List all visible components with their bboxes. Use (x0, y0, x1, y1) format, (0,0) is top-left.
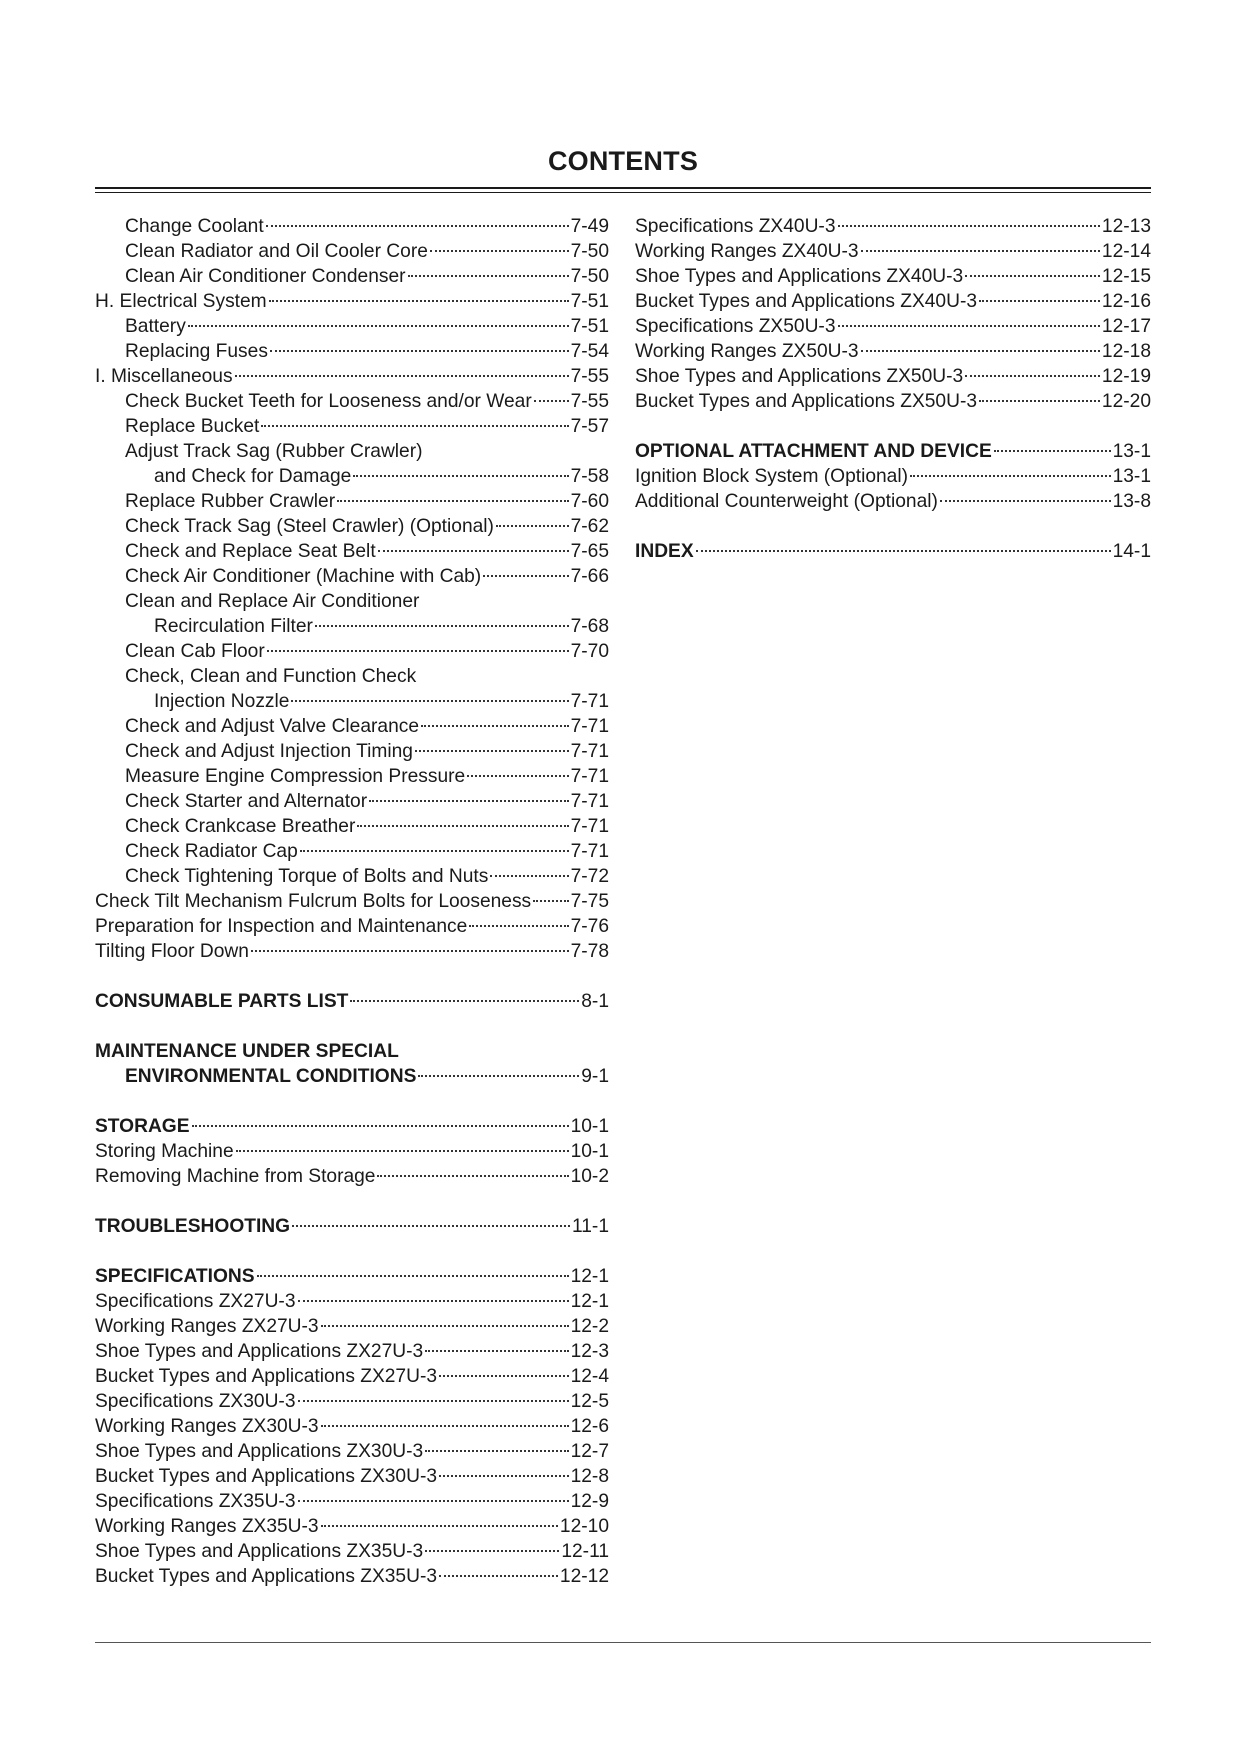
toc-entry[interactable] (95, 239, 609, 264)
toc-page-number: 7-50 (570, 241, 609, 262)
toc-page-number: 7-50 (570, 266, 609, 287)
toc-page-number: 12-1 (570, 1291, 609, 1312)
dot-leader (425, 1350, 568, 1352)
toc-entry[interactable] (95, 264, 609, 289)
toc-page-number: 7-71 (570, 766, 609, 787)
toc-entry[interactable] (95, 314, 609, 339)
toc-entry[interactable] (635, 214, 1151, 239)
toc-page-number: 12-4 (570, 1366, 609, 1387)
toc-page-number: 7-71 (570, 816, 609, 837)
toc-page-number: 12-8 (570, 1466, 609, 1487)
toc-entry[interactable] (95, 639, 609, 664)
toc-entry[interactable] (95, 1389, 609, 1414)
section-spacer (95, 1014, 609, 1039)
toc-entry-title: Check Radiator Cap (125, 841, 298, 862)
toc-entry[interactable] (95, 1139, 609, 1164)
toc-entry[interactable] (95, 364, 609, 389)
toc-section-heading[interactable] (95, 1214, 609, 1239)
toc-page-number: 12-5 (570, 1391, 609, 1412)
toc-page-number: 7-71 (570, 841, 609, 862)
dot-leader (251, 950, 569, 952)
toc-page-number: 13-1 (1112, 441, 1151, 462)
toc-entry-title: CONSUMABLE PARTS LIST (95, 991, 349, 1012)
toc-page-number: 12-3 (570, 1341, 609, 1362)
toc-entry-title: Check and Replace Seat Belt (125, 541, 376, 562)
dot-leader (979, 300, 1100, 302)
toc-entry-title: Tilting Floor Down (95, 941, 249, 962)
toc-page-number: 7-78 (570, 941, 609, 962)
toc-entry-title: ENVIRONMENTAL CONDITIONS (125, 1066, 417, 1087)
toc-entry-title: Recirculation Filter (154, 616, 313, 637)
dot-leader (353, 475, 568, 477)
toc-page-number: 7-51 (570, 291, 609, 312)
toc-entry[interactable] (635, 339, 1151, 364)
toc-entry-title: Specifications ZX40U-3 (635, 216, 836, 237)
toc-entry[interactable] (635, 239, 1151, 264)
toc-entry[interactable] (95, 664, 609, 689)
dot-leader (439, 1375, 569, 1377)
toc-page-number: 7-60 (570, 491, 609, 512)
toc-entry[interactable] (635, 389, 1151, 414)
dot-leader (261, 425, 568, 427)
toc-entry[interactable] (95, 1414, 609, 1439)
dot-leader (430, 250, 569, 252)
toc-entry-title: Replace Rubber Crawler (125, 491, 336, 512)
toc-entry-title: Removing Machine from Storage (95, 1166, 376, 1187)
toc-entry[interactable] (95, 464, 609, 489)
toc-page-number: 7-72 (570, 866, 609, 887)
dot-leader (357, 825, 568, 827)
dot-leader (236, 1150, 569, 1152)
section-spacer (95, 964, 609, 989)
toc-page-number: 12-19 (1101, 366, 1151, 387)
toc-left-column (95, 214, 609, 1589)
dot-leader (533, 900, 568, 902)
dot-leader (292, 1225, 570, 1227)
dot-leader (298, 1400, 569, 1402)
toc-entry[interactable] (635, 364, 1151, 389)
toc-page-number: 7-75 (570, 891, 609, 912)
toc-entry-title: Specifications ZX50U-3 (635, 316, 836, 337)
toc-entry-title: Additional Counterweight (Optional) (635, 491, 938, 512)
toc-page-number: 7-71 (570, 741, 609, 762)
toc-entry[interactable] (95, 1464, 609, 1489)
toc-entry[interactable] (95, 939, 609, 964)
toc-entry-title: Ignition Block System (Optional) (635, 466, 909, 487)
toc-entry-title: I. Miscellaneous (95, 366, 233, 387)
dot-leader (965, 375, 1100, 377)
toc-entry-title: Bucket Types and Applications ZX30U-3 (95, 1466, 438, 1487)
toc-entry-title: Working Ranges ZX27U-3 (95, 1316, 319, 1337)
toc-entry-title: Check Tilt Mechanism Fulcrum Bolts for Looseness (95, 891, 532, 912)
dot-leader (257, 1275, 569, 1277)
toc-page-number: 12-17 (1101, 316, 1151, 337)
toc-entry-title: Storing Machine (95, 1141, 234, 1162)
dot-leader (534, 400, 569, 402)
toc-entry-title: Battery (125, 316, 186, 337)
toc-entry-title: Check Bucket Teeth for Looseness and/or Wear (125, 391, 532, 412)
toc-page-number: 12-7 (570, 1441, 609, 1462)
toc-entry-title: Working Ranges ZX40U-3 (635, 241, 859, 262)
toc-entry[interactable] (95, 439, 609, 464)
toc-entry[interactable] (635, 289, 1151, 314)
toc-entry[interactable] (95, 614, 609, 639)
title-rule-thick (95, 187, 1151, 189)
toc-page-number: 12-11 (561, 1541, 609, 1562)
toc-entry-title: Bucket Types and Applications ZX40U-3 (635, 291, 978, 312)
toc-section-heading[interactable] (95, 1064, 609, 1089)
toc-entry-title: TROUBLESHOOTING (95, 1216, 291, 1237)
dot-leader (369, 800, 568, 802)
toc-page-number: 12-12 (559, 1566, 609, 1587)
toc-entry[interactable] (635, 314, 1151, 339)
toc-page-number: 7-66 (570, 566, 609, 587)
toc-entry[interactable] (95, 564, 609, 589)
toc-page-number: 12-6 (570, 1416, 609, 1437)
toc-entry[interactable] (635, 264, 1151, 289)
toc-entry-title: Measure Engine Compression Pressure (125, 766, 466, 787)
toc-entry-title: Check Track Sag (Steel Crawler) (Optional) (125, 516, 494, 537)
toc-entry[interactable] (95, 1314, 609, 1339)
toc-entry-title: Check Crankcase Breather (125, 816, 356, 837)
toc-entry[interactable] (95, 839, 609, 864)
toc-entry[interactable] (95, 1164, 609, 1189)
toc-page-number: 13-8 (1112, 491, 1151, 512)
toc-page-number: 9-1 (581, 1066, 609, 1087)
dot-leader (994, 450, 1111, 452)
toc-entry[interactable] (95, 539, 609, 564)
toc-entry[interactable] (95, 514, 609, 539)
toc-entry[interactable] (635, 464, 1151, 489)
toc-entry[interactable] (95, 914, 609, 939)
dot-leader (418, 1075, 579, 1077)
dot-leader (439, 1575, 558, 1577)
toc-page-number: 10-1 (570, 1116, 609, 1137)
toc-page-number: 12-18 (1101, 341, 1151, 362)
toc-entry-title: STORAGE (95, 1116, 190, 1137)
toc-page-number: 8-1 (581, 991, 609, 1012)
toc-page-number: 7-57 (570, 416, 609, 437)
dot-leader (425, 1550, 559, 1552)
section-spacer (95, 1189, 609, 1214)
toc-entry[interactable] (95, 889, 609, 914)
toc-entry-title: Adjust Track Sag (Rubber Crawler) (125, 441, 423, 462)
dot-leader (235, 375, 569, 377)
toc-entry[interactable] (95, 1539, 609, 1564)
dot-leader (910, 475, 1111, 477)
dot-leader (408, 275, 569, 277)
dot-leader (483, 575, 568, 577)
toc-entry-title: Check Tightening Torque of Bolts and Nuts (125, 866, 489, 887)
toc-page-number: 13-1 (1112, 466, 1151, 487)
toc-entry-title: Preparation for Inspection and Maintenance (95, 916, 468, 937)
dot-leader (269, 300, 569, 302)
dot-leader (321, 1525, 558, 1527)
toc-right-column (635, 214, 1151, 564)
dot-leader (291, 700, 568, 702)
toc-entry-title: Specifications ZX27U-3 (95, 1291, 296, 1312)
toc-entry-title: Check Air Conditioner (Machine with Cab) (125, 566, 482, 587)
toc-entry[interactable] (95, 1289, 609, 1314)
toc-page-number: 12-16 (1101, 291, 1151, 312)
dot-leader (425, 1450, 568, 1452)
toc-page-number: 12-2 (570, 1316, 609, 1337)
toc-page-number: 7-71 (570, 716, 609, 737)
toc-entry[interactable] (95, 589, 609, 614)
toc-page-number: 7-62 (570, 516, 609, 537)
toc-entry-title: Change Coolant (125, 216, 264, 237)
dot-leader (321, 1425, 569, 1427)
toc-entry-title: Clean Cab Floor (125, 641, 265, 662)
toc-entry-title: Working Ranges ZX35U-3 (95, 1516, 319, 1537)
toc-entry[interactable] (95, 489, 609, 514)
toc-entry-title: Bucket Types and Applications ZX27U-3 (95, 1366, 438, 1387)
dot-leader (298, 1300, 569, 1302)
toc-page-number: 7-55 (570, 366, 609, 387)
toc-entry[interactable] (95, 864, 609, 889)
dot-leader (315, 625, 569, 627)
toc-page-number: 7-68 (570, 616, 609, 637)
section-spacer (95, 1239, 609, 1264)
toc-entry[interactable] (95, 764, 609, 789)
dot-leader (965, 275, 1100, 277)
toc-page-number: 7-54 (570, 341, 609, 362)
toc-entry-title: Clean Radiator and Oil Cooler Core (125, 241, 428, 262)
toc-entry[interactable] (95, 814, 609, 839)
dot-leader (298, 1500, 569, 1502)
page-title: CONTENTS (547, 146, 699, 176)
toc-entry[interactable] (95, 789, 609, 814)
dot-leader (350, 1000, 579, 1002)
toc-page-number: 12-10 (559, 1516, 609, 1537)
toc-entry-title: Bucket Types and Applications ZX35U-3 (95, 1566, 438, 1587)
toc-entry-title: MAINTENANCE UNDER SPECIAL (95, 1041, 399, 1062)
toc-section-heading[interactable] (95, 1114, 609, 1139)
toc-entry-title: Specifications ZX30U-3 (95, 1391, 296, 1412)
footer-rule (95, 1642, 1151, 1643)
toc-page-number: 7-51 (570, 316, 609, 337)
toc-page-number: 12-20 (1101, 391, 1151, 412)
dot-leader (979, 400, 1100, 402)
toc-entry[interactable] (95, 714, 609, 739)
dot-leader (838, 225, 1100, 227)
toc-section-heading[interactable] (95, 1264, 609, 1289)
toc-entry-title: Shoe Types and Applications ZX27U-3 (95, 1341, 424, 1362)
toc-entry[interactable] (95, 1514, 609, 1539)
title-rule-thin (95, 192, 1151, 193)
dot-leader (838, 325, 1100, 327)
section-spacer (635, 414, 1151, 439)
toc-entry[interactable] (95, 214, 609, 239)
toc-page-number: 7-71 (570, 791, 609, 812)
toc-entry-title: Check, Clean and Function Check (125, 666, 417, 687)
toc-page-number: 12-1 (570, 1266, 609, 1287)
toc-entry-title: Bucket Types and Applications ZX50U-3 (635, 391, 978, 412)
toc-entry[interactable] (95, 289, 609, 314)
dot-leader (496, 525, 569, 527)
toc-page-number: 12-14 (1101, 241, 1151, 262)
section-spacer (635, 514, 1151, 539)
dot-leader (490, 875, 568, 877)
dot-leader (337, 500, 569, 502)
toc-entry[interactable] (95, 1339, 609, 1364)
dot-leader (415, 750, 569, 752)
toc-page-number: 7-49 (570, 216, 609, 237)
toc-entry[interactable] (95, 739, 609, 764)
dot-leader (467, 775, 568, 777)
toc-page-number: 7-55 (570, 391, 609, 412)
dot-leader (861, 250, 1100, 252)
section-spacer (95, 1089, 609, 1114)
toc-entry[interactable] (95, 389, 609, 414)
toc-entry-title: Shoe Types and Applications ZX40U-3 (635, 266, 964, 287)
toc-entry[interactable] (635, 489, 1151, 514)
toc-entry-title: INDEX (635, 541, 694, 562)
toc-entry[interactable] (95, 339, 609, 364)
toc-entry-title: Specifications ZX35U-3 (95, 1491, 296, 1512)
dot-leader (270, 350, 569, 352)
toc-page-number: 10-2 (570, 1166, 609, 1187)
toc-entry[interactable] (95, 414, 609, 439)
toc-entry-title: Replace Bucket (125, 416, 260, 437)
dot-leader (469, 925, 568, 927)
toc-entry[interactable] (95, 689, 609, 714)
toc-entry-title: Injection Nozzle (154, 691, 290, 712)
dot-leader (267, 650, 569, 652)
dot-leader (378, 550, 569, 552)
toc-entry-title: Working Ranges ZX50U-3 (635, 341, 859, 362)
toc-entry[interactable] (95, 1439, 609, 1464)
dot-leader (266, 225, 569, 227)
toc-entry-title: Clean and Replace Air Conditioner (125, 591, 420, 612)
toc-section-heading[interactable] (95, 989, 609, 1014)
toc-page-number: 12-9 (570, 1491, 609, 1512)
dot-leader (439, 1475, 569, 1477)
dot-leader (377, 1175, 568, 1177)
toc-entry-title: Clean Air Conditioner Condenser (125, 266, 406, 287)
dot-leader (861, 350, 1100, 352)
toc-entry[interactable] (95, 1564, 609, 1589)
toc-page-number: 12-15 (1101, 266, 1151, 287)
toc-page-number: 12-13 (1101, 216, 1151, 237)
toc-entry-title: Working Ranges ZX30U-3 (95, 1416, 319, 1437)
dot-leader (188, 325, 569, 327)
toc-page-number: 7-71 (570, 691, 609, 712)
toc-entry[interactable] (95, 1364, 609, 1389)
dot-leader (321, 1325, 569, 1327)
toc-page-number: 11-1 (572, 1216, 609, 1237)
toc-page-number: 10-1 (570, 1141, 609, 1162)
toc-entry-title: OPTIONAL ATTACHMENT AND DEVICE (635, 441, 992, 462)
toc-entry-title: Shoe Types and Applications ZX35U-3 (95, 1541, 424, 1562)
toc-page-number: 7-65 (570, 541, 609, 562)
dot-leader (300, 850, 569, 852)
toc-entry-title: H. Electrical System (95, 291, 267, 312)
dot-leader (421, 725, 569, 727)
toc-entry-title: and Check for Damage (154, 466, 352, 487)
toc-entry-title: Replacing Fuses (125, 341, 268, 362)
toc-entry-title: Check and Adjust Injection Timing (125, 741, 413, 762)
toc-entry[interactable] (95, 1489, 609, 1514)
toc-page-number: 7-70 (570, 641, 609, 662)
dot-leader (940, 500, 1111, 502)
dot-leader (696, 550, 1111, 552)
toc-page-number: 7-76 (570, 916, 609, 937)
toc-section-heading[interactable] (635, 539, 1151, 564)
toc-entry-title: SPECIFICATIONS (95, 1266, 255, 1287)
toc-entry-title: Check and Adjust Valve Clearance (125, 716, 420, 737)
toc-section-heading[interactable] (635, 439, 1151, 464)
toc-section-heading[interactable] (95, 1039, 609, 1064)
dot-leader (192, 1125, 569, 1127)
toc-entry-title: Check Starter and Alternator (125, 791, 368, 812)
toc-page-number: 7-58 (570, 466, 609, 487)
toc-entry-title: Shoe Types and Applications ZX50U-3 (635, 366, 964, 387)
toc-page-number: 14-1 (1112, 541, 1151, 562)
toc-entry-title: Shoe Types and Applications ZX30U-3 (95, 1441, 424, 1462)
